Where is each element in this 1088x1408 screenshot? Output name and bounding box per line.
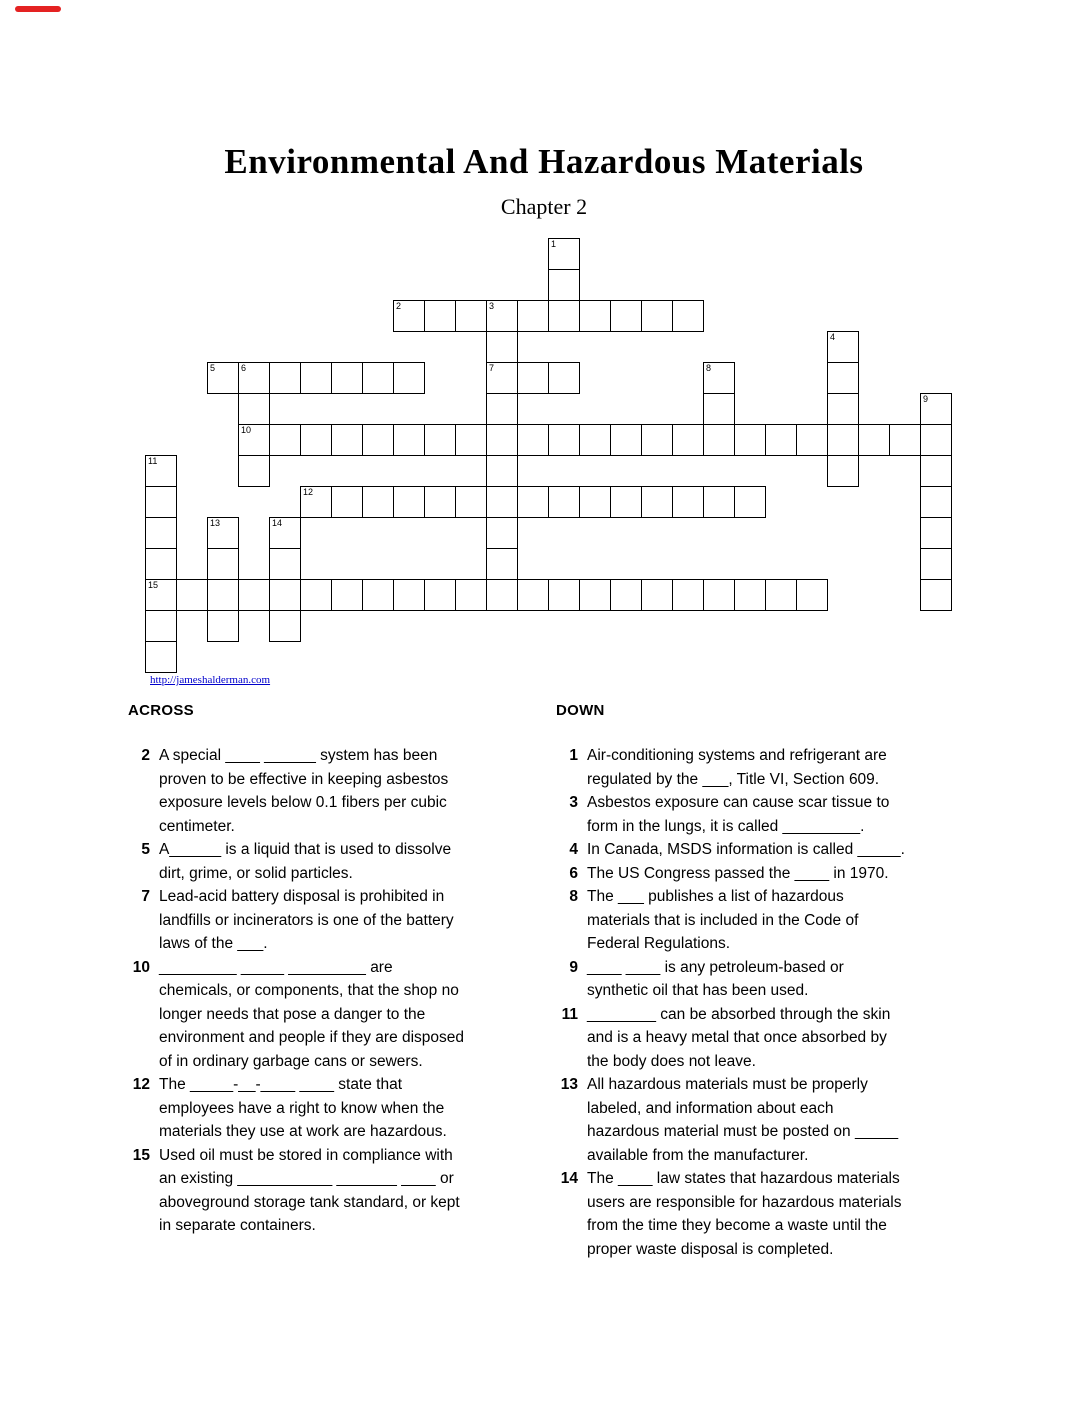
grid-cell [331, 362, 363, 394]
grid-cell [486, 424, 518, 456]
crossword-grid [145, 238, 952, 673]
grid-cell [920, 486, 952, 518]
grid-cell [765, 424, 797, 456]
clue-text: _________ _____ _________ are chemicals, or components, that the shop no longer needs that pose a danger to the environment and people if they are disposed of in ordinary garbage cans or sewers. [159, 958, 465, 1070]
down-clue-6 [556, 862, 948, 886]
clue-number: 11 [561, 1005, 578, 1023]
down-clues-section [556, 702, 948, 1261]
clue-number: 3 [569, 794, 578, 811]
clue-number: 12 [132, 1076, 150, 1093]
cell-number: 12 [303, 487, 314, 497]
grid-cell [579, 486, 611, 518]
grid-cell [455, 579, 487, 611]
grid-cell [486, 579, 518, 611]
across-clues-section [128, 702, 528, 1238]
grid-cell [269, 362, 301, 394]
clue-number: 7 [141, 888, 150, 905]
grid-cell [796, 424, 828, 456]
clue-text: The ____ law states that hazardous materials users are responsible for hazardous materials from the time they become a waste until the proper waste disposal is completed. [587, 1170, 902, 1258]
grid-cell [517, 424, 549, 456]
grid-cell [269, 548, 301, 580]
grid-cell [207, 362, 239, 394]
clue-text: A______ is a liquid that is used to dissolve dirt, grime, or solid particles. [159, 841, 452, 882]
grid-cell [734, 486, 766, 518]
across-clue-7 [128, 885, 528, 956]
grid-cell [641, 579, 673, 611]
grid-cell [703, 486, 735, 518]
grid-cell [610, 300, 642, 332]
down-header: DOWN [556, 702, 605, 719]
grid-cell [300, 362, 332, 394]
grid-cell [610, 424, 642, 456]
grid-cell [672, 579, 704, 611]
grid-cell [393, 300, 425, 332]
grid-cell [269, 517, 301, 549]
grid-cell [145, 517, 177, 549]
grid-cell [703, 579, 735, 611]
across-clue-12 [128, 1073, 528, 1144]
grid-cell [858, 424, 890, 456]
clue-text: All hazardous materials must be properly labeled, and information about each hazardous material must be posted on _____ available from the manufacturer. [587, 1076, 899, 1164]
grid-cell [486, 362, 518, 394]
clue-number: 8 [569, 888, 578, 905]
grid-cell [672, 300, 704, 332]
grid-cell [486, 331, 518, 363]
across-header: ACROSS [128, 702, 194, 719]
grid-cell [827, 331, 859, 363]
grid-cell [362, 579, 394, 611]
cell-number: 3 [489, 301, 495, 311]
cell-number: 9 [923, 394, 929, 404]
grid-cell [424, 579, 456, 611]
grid-cell [238, 455, 270, 487]
clue-number: 15 [132, 1146, 150, 1164]
grid-cell [920, 393, 952, 425]
cell-number: 11 [148, 456, 158, 466]
clue-text: In Canada, MSDS information is called _____. [587, 841, 905, 858]
clue-text: A special ____ ______ system has been proven to be effective in keeping asbestos exposure levels below 0.1 fibers per cubic centimeter. [159, 747, 449, 835]
grid-cell [579, 300, 611, 332]
grid-cell [176, 579, 208, 611]
clue-text: Lead-acid battery disposal is prohibited in landfills or incinerators is one of the battery laws of the ___. [159, 888, 454, 952]
corner-mark [15, 6, 61, 12]
site-link[interactable]: http://jameshalderman.com [150, 674, 271, 686]
grid-cell [331, 424, 363, 456]
clue-text: The _____-__-____ ____ state that employees have a right to know when the materials they use at work are hazardous. [159, 1076, 447, 1140]
cell-number: 14 [272, 518, 283, 528]
grid-cell [145, 579, 177, 611]
cell-number: 5 [210, 363, 216, 373]
grid-cell [765, 579, 797, 611]
grid-cell [362, 362, 394, 394]
grid-cell [703, 393, 735, 425]
grid-cell [517, 300, 549, 332]
down-clue-11 [556, 1003, 948, 1074]
grid-cell [393, 486, 425, 518]
grid-cell [145, 486, 177, 518]
grid-cell [300, 486, 332, 518]
clue-number: 4 [569, 841, 578, 858]
grid-cell [393, 579, 425, 611]
grid-cell [672, 424, 704, 456]
clue-number: 9 [569, 958, 578, 976]
grid-cell [393, 424, 425, 456]
cell-number: 10 [241, 425, 252, 435]
grid-cell [455, 486, 487, 518]
cell-number: 15 [148, 580, 159, 590]
grid-cell [207, 610, 239, 642]
clue-number: 14 [560, 1170, 578, 1187]
clue-text: Used oil must be stored in compliance with an existing ___________ _______ ____ or aboveground storage tank standard, or kept in separate containers. [159, 1146, 460, 1234]
grid-cell [455, 300, 487, 332]
grid-cell [269, 579, 301, 611]
grid-cell [331, 579, 363, 611]
grid-cell [207, 548, 239, 580]
cell-number: 2 [396, 301, 402, 311]
cell-number: 8 [706, 363, 712, 373]
grid-cell [269, 424, 301, 456]
clue-number: 2 [141, 747, 150, 764]
grid-cell [734, 424, 766, 456]
grid-cell [362, 486, 394, 518]
grid-cell [486, 486, 518, 518]
grid-cell [300, 579, 332, 611]
across-clue-10 [128, 956, 528, 1074]
grid-cell [548, 238, 580, 270]
grid-cell [579, 424, 611, 456]
grid-cell [517, 579, 549, 611]
cell-number: 4 [830, 332, 836, 342]
grid-cell [889, 424, 921, 456]
clue-text: The ___ publishes a list of hazardous materials that is included in the Code of Federal Regulations. [587, 888, 859, 952]
across-clue-15 [128, 1144, 528, 1238]
grid-cell [486, 393, 518, 425]
grid-cell [548, 362, 580, 394]
grid-cell [145, 548, 177, 580]
grid-cell [486, 548, 518, 580]
grid-cell [238, 393, 270, 425]
grid-cell [207, 579, 239, 611]
cell-number: 13 [210, 518, 221, 528]
grid-cell [610, 579, 642, 611]
grid-cell [300, 424, 332, 456]
grid-cell [207, 517, 239, 549]
grid-cell [362, 424, 394, 456]
grid-cell [703, 424, 735, 456]
clue-text: The US Congress passed the ____ in 1970. [587, 864, 889, 882]
grid-cell [269, 610, 301, 642]
grid-cell [672, 486, 704, 518]
grid-cell [238, 424, 270, 456]
clue-number: 13 [560, 1076, 578, 1093]
grid-cell [424, 486, 456, 518]
grid-cell [920, 424, 952, 456]
grid-cell [548, 486, 580, 518]
cell-number: 1 [551, 239, 557, 249]
down-clue-1 [556, 744, 948, 791]
grid-cell [145, 455, 177, 487]
page-title: Environmental And Hazardous Materials [224, 142, 864, 181]
grid-cell [486, 455, 518, 487]
cell-number: 7 [489, 363, 495, 373]
clue-text: Air-conditioning systems and refrigerant are regulated by the ___, Title VI, Section 609. [587, 747, 887, 788]
grid-cell [920, 455, 952, 487]
down-clue-list [556, 744, 948, 1261]
down-clue-4 [556, 838, 948, 862]
down-clue-13 [556, 1073, 948, 1167]
clue-text: ____ ____ is any petroleum-based or synthetic oil that has been used. [587, 958, 844, 999]
grid-cell [827, 362, 859, 394]
grid-cell [548, 269, 580, 301]
grid-cell [548, 579, 580, 611]
clue-number: 5 [141, 841, 150, 858]
grid-cell [424, 300, 456, 332]
grid-cell [827, 393, 859, 425]
grid-cell [610, 486, 642, 518]
grid-cell [703, 362, 735, 394]
grid-cell [424, 424, 456, 456]
grid-cell [548, 424, 580, 456]
clue-text: ________ can be absorbed through the skin and is a heavy metal that once absorbed by the body does not leave. [587, 1005, 891, 1070]
grid-cell [796, 579, 828, 611]
grid-cell [827, 455, 859, 487]
grid-cell [579, 579, 611, 611]
grid-cell [238, 579, 270, 611]
grid-cell [455, 424, 487, 456]
across-clue-5 [128, 838, 528, 885]
down-clue-3 [556, 791, 948, 838]
grid-cell [486, 300, 518, 332]
clue-text: Asbestos exposure can cause scar tissue to form in the lungs, it is called _________. [587, 794, 890, 835]
grid-cell [548, 300, 580, 332]
clue-number: 6 [569, 864, 578, 882]
down-clue-8 [556, 885, 948, 956]
page-subtitle: Chapter 2 [500, 194, 588, 219]
down-clue-9 [556, 956, 948, 1003]
grid-cell [145, 610, 177, 642]
across-clue-2 [128, 744, 528, 838]
cell-number: 6 [241, 363, 247, 373]
down-clue-14 [556, 1167, 948, 1261]
clue-number: 1 [569, 747, 578, 764]
grid-cell [641, 300, 673, 332]
across-clue-list [128, 744, 528, 1238]
grid-cell [486, 517, 518, 549]
grid-cell [517, 486, 549, 518]
grid-cell [920, 548, 952, 580]
grid-cell [827, 424, 859, 456]
grid-cell [238, 362, 270, 394]
grid-cell [641, 424, 673, 456]
grid-cell [145, 641, 177, 673]
grid-cell [393, 362, 425, 394]
grid-cell [641, 486, 673, 518]
grid-cell [331, 486, 363, 518]
clue-number: 10 [132, 958, 150, 976]
grid-cell [920, 517, 952, 549]
grid-cell [517, 362, 549, 394]
grid-cell [920, 579, 952, 611]
grid-cell [734, 579, 766, 611]
